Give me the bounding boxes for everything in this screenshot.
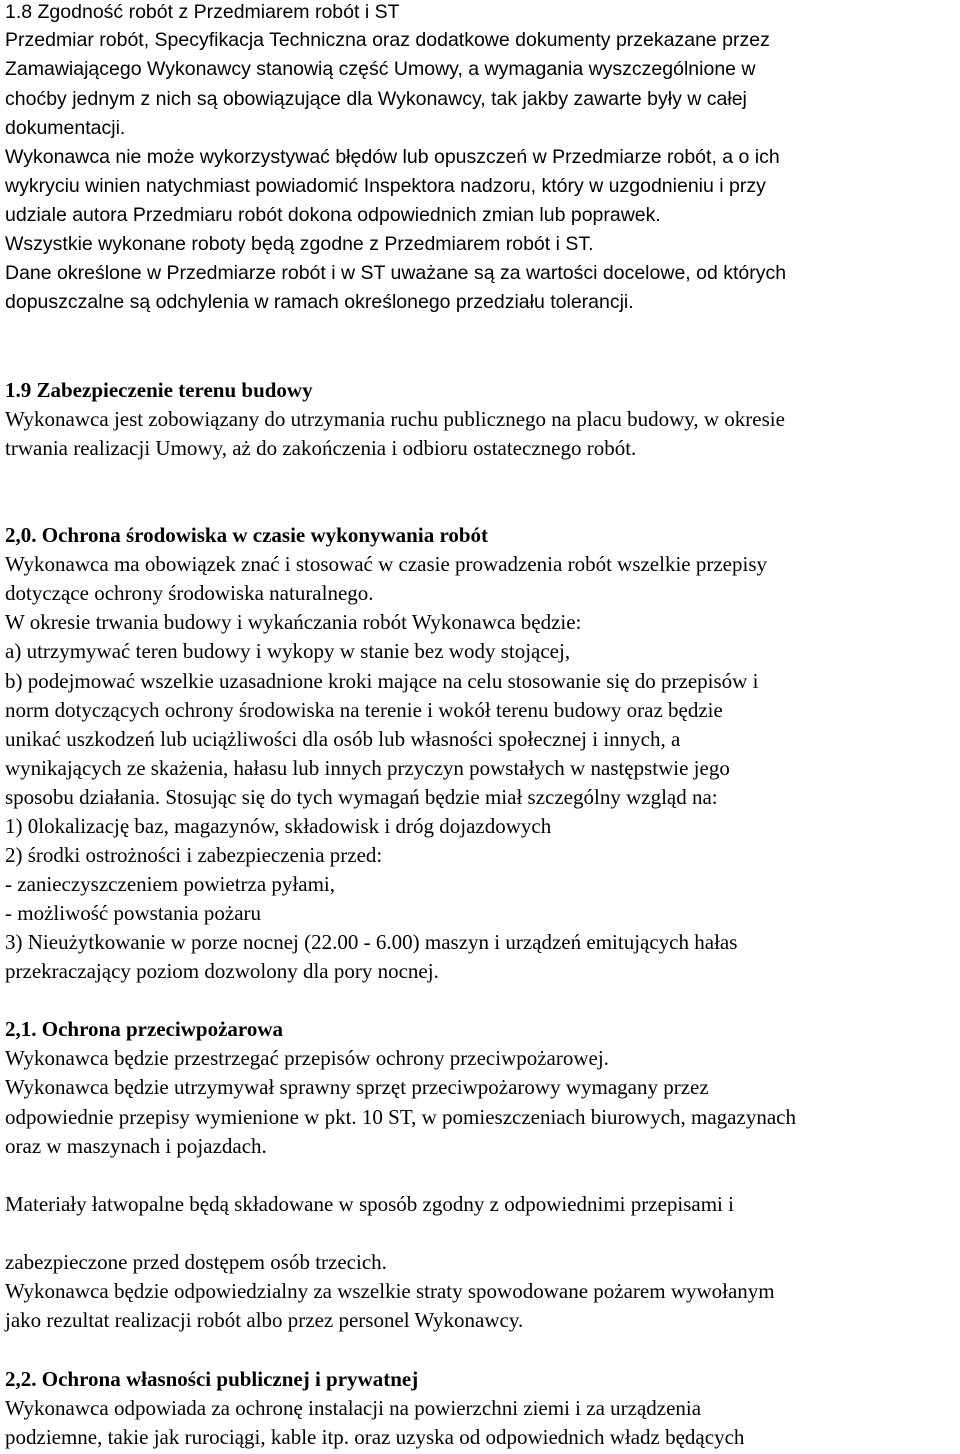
paragraph-line: Zamawiającego Wykonawcy stanowią część Umowy, a wymagania wyszczególnione w	[5, 58, 756, 80]
list-item: - możliwość powstania pożaru	[5, 901, 262, 925]
paragraph-line: Wykonawca nie może wykorzystywać błędów lub opuszczeń w Przedmiarze robót, a o ich	[5, 146, 780, 168]
paragraph-line: odpowiednie przepisy wymienione w pkt. 10 ST, w pomieszczeniach biurowych, magazynach	[5, 1105, 796, 1129]
paragraph-line: dotyczące ochrony środowiska naturalnego.	[5, 581, 374, 605]
paragraph-line: Wykonawca ma obowiązek znać i stosować w czasie prowadzenia robót wszelkie przepisy	[5, 552, 768, 576]
paragraph-line: oraz w maszynach i pojazdach.	[5, 1134, 267, 1158]
paragraph-line: trwania realizacji Umowy, aż do zakończenia i odbioru ostatecznego robót.	[5, 436, 637, 460]
list-item: 2) środki ostrożności i zabezpieczenia przed:	[5, 843, 383, 867]
section-2-1-heading: 2,1. Ochrona przeciwpożarowa	[5, 1017, 284, 1041]
section-1-8-heading: 1.8 Zgodność robót z Przedmiarem robót i ST	[5, 1, 400, 23]
paragraph-line: podziemne, takie jak rurociągi, kable itp. oraz uzyska od odpowiednich władz będących	[5, 1425, 745, 1449]
paragraph-line: jako rezultat realizacji robót albo przez personel Wykonawcy.	[5, 1308, 524, 1332]
paragraph-line: Wykonawca odpowiada za ochronę instalacji na powierzchni ziemi i za urządzenia	[5, 1396, 702, 1420]
paragraph-line: Wszystkie wykonane roboty będą zgodne z Przedmiarem robót i ST.	[5, 233, 594, 255]
list-item: a) utrzymywać teren budowy i wykopy w stanie bez wody stojącej,	[5, 639, 571, 663]
list-item: b) podejmować wszelkie uzasadnione kroki mające na celu stosowanie się do przepisów i	[5, 669, 759, 693]
paragraph-line: dokumentacji.	[5, 117, 126, 139]
paragraph-line: udziale autora Przedmiaru robót dokona odpowiednich zmian lub poprawek.	[5, 204, 661, 226]
paragraph-line: Materiały łatwopalne będą składowane w sposób zgodny z odpowiednimi przepisami i	[5, 1192, 734, 1216]
paragraph-line: norm dotyczących ochrony środowiska na terenie i wokół terenu budowy oraz będzie	[5, 698, 723, 722]
list-item: - zanieczyszczeniem powietrza pyłami,	[5, 872, 335, 896]
list-item: 1) 0lokalizację baz, magazynów, składowisk i dróg dojazdowych	[5, 814, 552, 838]
list-item: 3) Nieużytkowanie w porze nocnej (22.00 - 6.00) maszyn i urządzeń emitujących hałas	[5, 930, 738, 954]
paragraph-line: dopuszczalne są odchylenia w ramach określonego przedziału tolerancji.	[5, 291, 634, 313]
paragraph-line: Wykonawca jest zobowiązany do utrzymania ruchu publicznego na placu budowy, w okresie	[5, 407, 785, 431]
paragraph-line: choćby jednym z nich są obowiązujące dla Wykonawcy, tak jakby zawarte były w całej	[5, 88, 747, 110]
paragraph-line: Dane określone w Przedmiarze robót i w ST uważane są za wartości docelowe, od których	[5, 262, 787, 284]
paragraph-line: Przedmiar robót, Specyfikacja Techniczna oraz dodatkowe dokumenty przekazane przez	[5, 29, 770, 51]
section-1-9-heading: 1.9 Zabezpieczenie terenu budowy	[5, 378, 313, 402]
paragraph-line: sposobu działania. Stosując się do tych wymagań będzie miał szczególny wzgląd na:	[5, 785, 718, 809]
paragraph-line: wynikających ze skażenia, hałasu lub innych przyczyn powstałych w następstwie jego	[5, 756, 730, 780]
paragraph-line: zabezpieczone przed dostępem osób trzecich.	[5, 1250, 387, 1274]
paragraph-line: Wykonawca będzie przestrzegać przepisów ochrony przeciwpożarowej.	[5, 1046, 609, 1070]
paragraph-line: W okresie trwania budowy i wykańczania robót Wykonawca będzie:	[5, 610, 582, 634]
paragraph-line: przekraczający poziom dozwolony dla pory nocnej.	[5, 959, 439, 983]
paragraph-line: unikać uszkodzeń lub uciążliwości dla osób lub własności społecznej i innych, a	[5, 727, 681, 751]
section-2-0-heading: 2,0. Ochrona środowiska w czasie wykonywania robót	[5, 523, 489, 547]
paragraph-line: Wykonawca będzie utrzymywał sprawny sprzęt przeciwpożarowy wymagany przez	[5, 1075, 709, 1099]
paragraph-line: Wykonawca będzie odpowiedzialny za wszelkie straty spowodowane pożarem wywołanym	[5, 1279, 775, 1303]
section-2-2-heading: 2,2. Ochrona własności publicznej i prywatnej	[5, 1367, 419, 1391]
paragraph-line: wykryciu winien natychmiast powiadomić Inspektora nadzoru, który w uzgodnieniu i przy	[5, 175, 766, 197]
